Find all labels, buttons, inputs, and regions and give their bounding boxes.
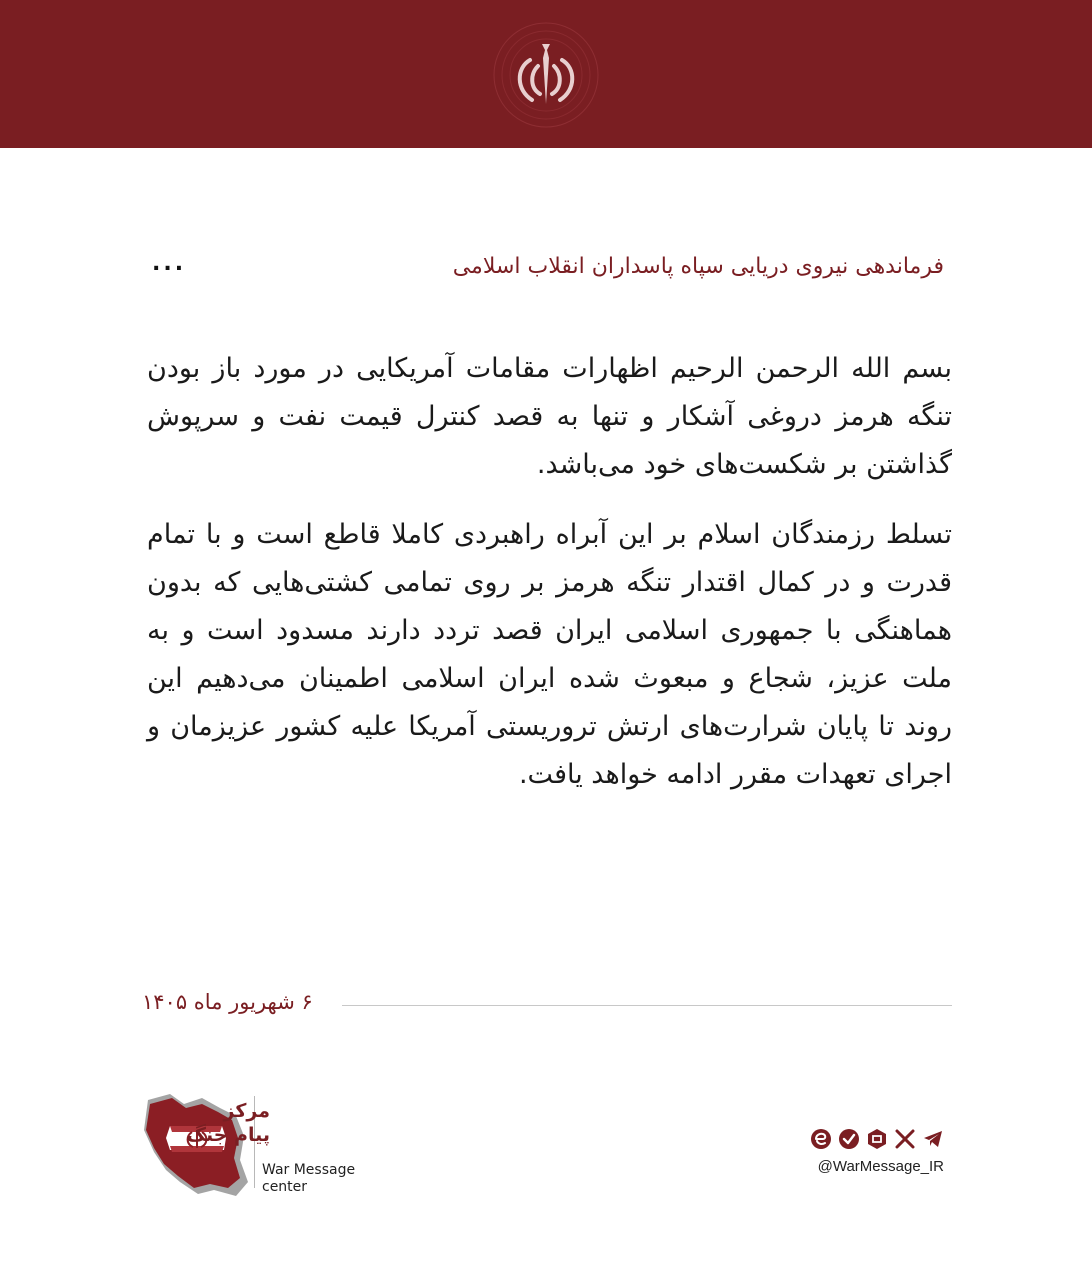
social-icons-row [810,1128,944,1150]
header-band [0,0,1092,148]
x-icon[interactable] [894,1128,916,1150]
post-attribution: فرماندهی نیروی دریایی سپاه پاسداران انقلاب اسلامی [452,254,944,279]
post-date: ۶ شهریور ماه ۱۴۰۵ [142,990,313,1014]
date-divider [342,1005,952,1006]
rubika-icon[interactable] [866,1128,888,1150]
telegram-icon[interactable] [922,1128,944,1150]
date-row [142,990,952,1020]
social-links [804,1128,944,1184]
statement-paragraph-1: بسم الله الرحمن الرحیم اظهارات مقامات آمریکایی در مورد باز بودن تنگه هرمز دروغی آشکار و تنها به قصد کنترل قیمت نفت و سرپوش گذاشتن بر شکست‌های خود می‌باشد. [147,353,952,480]
eitaa-icon[interactable] [810,1128,832,1150]
war-message-center-logo [140,1082,380,1212]
more-dots-icon[interactable]: ... [152,251,187,276]
logo-title-fa-line1: مرکز [223,1100,270,1122]
logo-title-fa-line2: پیام جنگ [186,1124,270,1146]
statement-body [147,345,952,821]
statement-paragraph-2: تسلط رزمندگان اسلام بر این آبراه راهبردی کاملا قاطع است و با تمام قدرت و در کمال اقتدار تنگه هرمز بر روی تمامی کشتی‌هایی که بدون هماهنگی با جمهوری اسلامی ایران قصد تردد دارند مسدود است و به ملت عزیز، شجاع و مبعوث شده ایران اسلامی اطمینان می‌دهیم این روند تا پایان شرارت‌های ارتش تروریستی آمریکا علیه کشور عزیزمان و اجرای تعهدات مقرر ادامه خواهد یافت. [147,519,952,790]
iran-emblem-icon [486,18,606,133]
logo-title-en-line1: War Message [262,1162,356,1178]
social-handle[interactable]: @WarMessage_IR [817,1158,944,1175]
verified-check-icon[interactable] [838,1128,860,1150]
logo-title-en-line2: center [262,1179,308,1195]
